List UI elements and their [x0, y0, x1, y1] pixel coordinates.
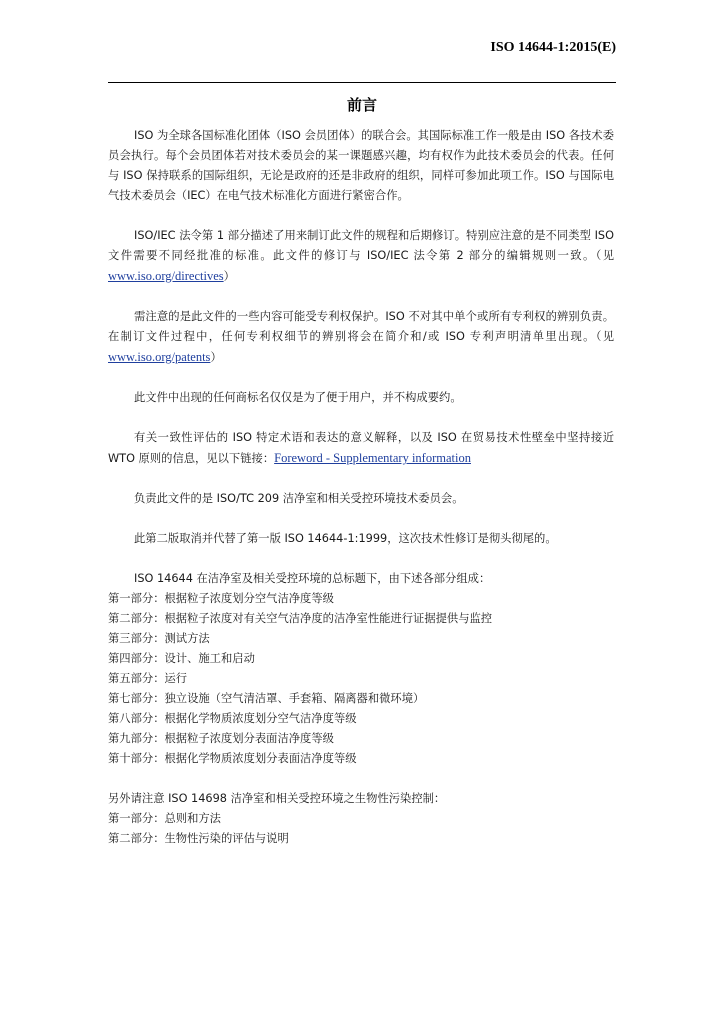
paragraph-text: 此文件中出现的任何商标名仅仅是为了便于用户，并不构成要约。	[134, 391, 462, 404]
list-item: 第一部分：根据粒子浓度划分空气洁净度等级	[108, 592, 334, 605]
iso-14698-parts-list	[108, 789, 614, 849]
header-rule	[108, 82, 616, 83]
foreword-body	[108, 126, 614, 869]
list-item: 第三部分：测试方法	[108, 632, 210, 645]
paragraph-text-after: ）	[210, 351, 222, 364]
paragraph-text: 有关一致性评估的 ISO 特定术语和表达的意义解释，以及 ISO 在贸易技术性壁垒中坚持接近 WTO 原则的信息，见以下链接：	[108, 431, 614, 465]
paragraph-trademarks	[108, 388, 614, 408]
paragraph-text: 需注意的是此文件的一些内容可能受专利权保护。ISO 不对其中单个或所有专利权的辨别负责。在制订文件过程中，任何专利权细节的辨别将会在简介和/或 ISO 专利声明清单里出现。（见	[108, 310, 614, 343]
list-item: 第十部分：根据化学物质浓度划分表面洁净度等级	[108, 752, 357, 765]
list-item: 第四部分：设计、施工和启动	[108, 652, 255, 665]
iso-14644-parts-list	[108, 569, 614, 769]
list-item: 第九部分：根据粒子浓度划分表面洁净度等级	[108, 732, 334, 745]
list-lead: ISO 14644 在洁净室及相关受控环境的总标题下，由下述各部分组成：	[134, 572, 491, 585]
paragraph-iso-intro	[108, 126, 614, 206]
directives-link[interactable]: www.iso.org/directives	[108, 269, 224, 283]
list-item: 第五部分：运行	[108, 672, 188, 685]
paragraph-patents	[108, 307, 614, 368]
paragraph-text: 此第二版取消并代替了第一版 ISO 14644-1:1999，这次技术性修订是彻头彻尾的。	[134, 532, 557, 545]
list-item: 第二部分：根据粒子浓度对有关空气洁净度的洁净室性能进行证据提供与监控	[108, 612, 493, 625]
paragraph-edition	[108, 529, 614, 549]
list-lead: 另外请注意 ISO 14698 洁净室和相关受控环境之生物性污染控制：	[108, 792, 446, 805]
paragraph-text: ISO 为全球各国标准化团体（ISO 会员团体）的联合会。其国际标准工作一般是由 ISO 各技术委员会执行。每个会员团体若对技术委员会的某一课题感兴趣，均有权作为此技术委员会的代表。任何与 ISO 保持联系的国际组织，无论是政府的还是非政府的组织，同样可参加此项工作。ISO 与国际电气技术委员会（IEC）在电气技术标准化方面进行紧密合作。	[108, 129, 614, 202]
supplementary-info-link[interactable]: Foreword - Supplementary information	[274, 451, 471, 465]
list-item: 第一部分：总则和方法	[108, 812, 221, 825]
paragraph-text: ISO/IEC 法令第 1 部分描述了用来制订此文件的规程和后期修订。特别应注意的是不同类型 ISO 文件需要不同经批准的标准。此文件的修订与 ISO/IEC 法令第 2 部分的编辑规则一致。（见	[108, 229, 614, 262]
document-id-header: ISO 14644-1:2015(E)	[490, 40, 616, 55]
list-item: 第二部分：生物性污染的评估与说明	[108, 832, 289, 845]
patents-link[interactable]: www.iso.org/patents	[108, 350, 211, 364]
list-item: 第七部分：独立设施（空气清洁罩、手套箱、隔离器和微环境）	[108, 692, 425, 705]
paragraph-text-after: ）	[223, 270, 235, 283]
list-item: 第八部分：根据化学物质浓度划分空气洁净度等级	[108, 712, 357, 725]
paragraph-committee	[108, 489, 614, 509]
paragraph-conformity	[108, 428, 614, 469]
paragraph-directives	[108, 226, 614, 287]
page-title: 前言	[346, 96, 377, 114]
paragraph-text: 负责此文件的是 ISO/TC 209 洁净室和相关受控环境技术委员会。	[134, 492, 464, 505]
